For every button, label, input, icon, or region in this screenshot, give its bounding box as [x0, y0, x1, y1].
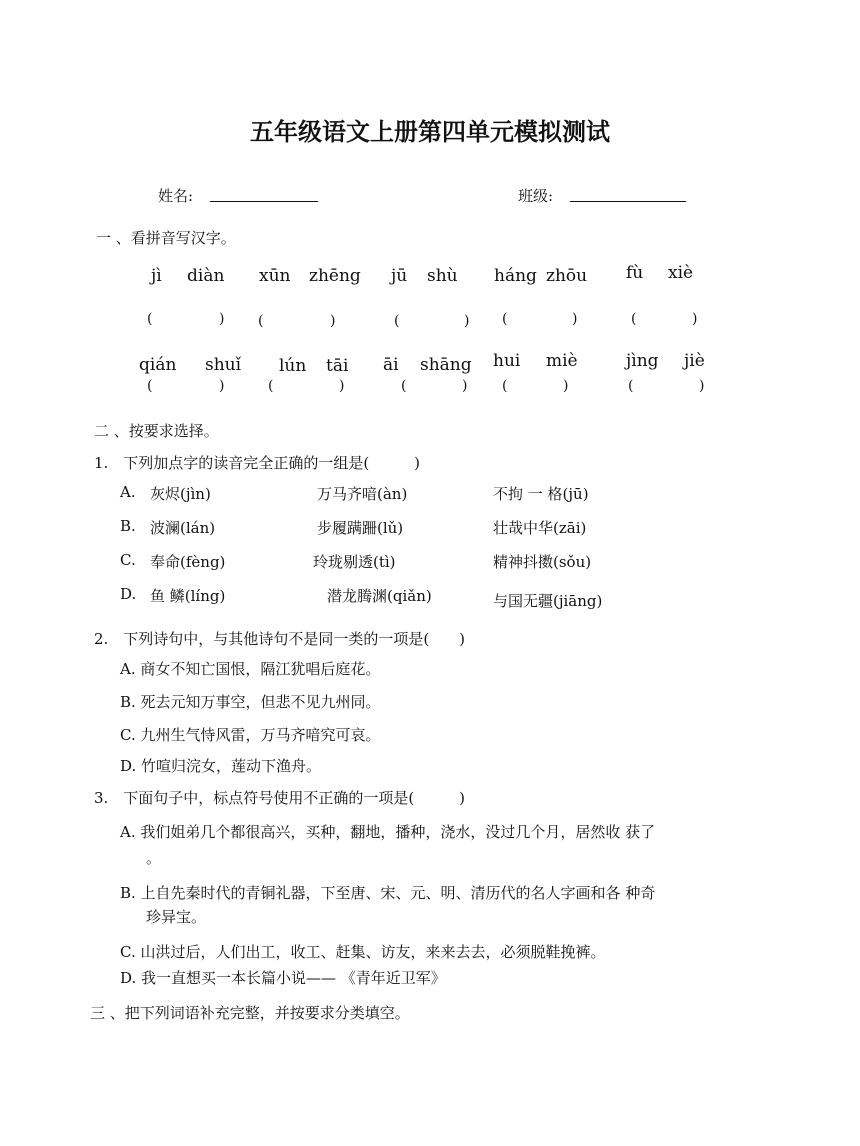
option-item: 奉命(fèng)	[150, 553, 226, 571]
option-line: D. 竹喧归浣女，莲动下渔舟。	[120, 757, 322, 775]
answer-open-paren: (	[258, 313, 264, 329]
answer-open-paren: (	[502, 378, 508, 394]
pinyin: háng	[494, 266, 537, 286]
pinyin: hui	[493, 351, 521, 371]
answer-close-paren: )	[692, 311, 698, 327]
question-1-stem: 1. 下列加点字的读音完全正确的一组是( )	[94, 454, 421, 472]
pinyin: shuǐ	[205, 355, 242, 375]
answer-close-paren: )	[339, 378, 345, 394]
option-item: 不拘 一 格(jū)	[493, 485, 589, 503]
option-line: C. 九州生气恃风雷，万马齐喑究可哀。	[120, 726, 381, 744]
option-line: A. 我们姐弟几个都很高兴，买种，翻地，播种，浇水，没过几个月，居然收 获了	[120, 823, 656, 841]
section1-heading: 一 、看拼音写汉字。	[96, 229, 236, 247]
option-item: 鱼 鳞(líng)	[150, 587, 226, 605]
pinyin: xiè	[668, 263, 694, 283]
pinyin: jì	[151, 266, 162, 286]
class-blank[interactable]	[570, 201, 686, 202]
answer-close-paren: )	[572, 311, 578, 327]
question-3-stem: 3. 下面句子中，标点符号使用不正确的一项是( )	[94, 789, 466, 807]
option-label: D.	[120, 585, 137, 603]
option-line: B. 死去元知万事空，但悲不见九州同。	[120, 693, 381, 711]
answer-open-paren: (	[394, 313, 400, 329]
pinyin: zhōu	[546, 266, 588, 286]
pinyin: jiè	[684, 351, 705, 371]
pinyin: diàn	[187, 266, 225, 286]
option-item: 壮哉中华(zāi)	[493, 519, 587, 537]
answer-open-paren: (	[628, 378, 634, 394]
option-label: B.	[120, 517, 136, 535]
option-item: 精神抖擞(sǒu)	[493, 553, 592, 571]
pinyin: āi	[383, 355, 399, 375]
pinyin: zhēng	[309, 266, 361, 286]
section2-heading: 二 、按要求选择。	[94, 422, 219, 440]
option-item: 波澜(lán)	[150, 519, 216, 537]
section3-heading: 三 、把下列词语补充完整，并按要求分类填空。	[90, 1004, 410, 1022]
option-line-cont: 。	[146, 849, 162, 867]
pinyin: tāi	[326, 356, 349, 376]
option-line-cont: 珍异宝。	[146, 908, 207, 926]
pinyin: xūn	[259, 266, 291, 286]
option-item: 万马齐喑(àn)	[317, 485, 408, 503]
question-2-stem: 2. 下列诗句中，与其他诗句不是同一类的一项是( )	[94, 630, 466, 648]
pinyin: jìng	[626, 351, 659, 371]
pinyin: qián	[139, 355, 177, 375]
class-label: 班级:	[518, 187, 554, 205]
pinyin: jū	[391, 266, 408, 286]
pinyin: lún	[279, 356, 307, 376]
pinyin: shù	[427, 266, 458, 286]
answer-close-paren: )	[462, 378, 468, 394]
pinyin: miè	[546, 351, 578, 371]
page-title: 五年级语文上册第四单元模拟测试	[250, 117, 610, 146]
answer-open-paren: (	[502, 311, 508, 327]
name-blank[interactable]	[210, 201, 318, 202]
answer-open-paren: (	[268, 378, 274, 394]
answer-close-paren: )	[219, 378, 225, 394]
option-label: C.	[120, 551, 136, 569]
option-item: 步履蹒跚(lǔ)	[317, 519, 404, 537]
answer-close-paren: )	[699, 378, 705, 394]
answer-close-paren: )	[464, 313, 470, 329]
option-line: B. 上自先秦时代的青铜礼器，下至唐、宋、元、明、清历代的名人字画和各 种奇	[120, 884, 656, 902]
option-item: 玲珑剔透(tì)	[313, 553, 396, 571]
option-item: 灰烬(jìn)	[150, 485, 211, 503]
answer-open-paren: (	[401, 378, 407, 394]
pinyin: fù	[626, 263, 644, 283]
answer-open-paren: (	[147, 378, 153, 394]
answer-open-paren: (	[147, 311, 153, 327]
option-item: 与国无疆(jiāng)	[493, 592, 603, 610]
name-label: 姓名:	[158, 187, 194, 205]
pinyin: shāng	[420, 355, 472, 375]
option-label: A.	[120, 483, 136, 501]
answer-open-paren: (	[631, 311, 637, 327]
option-item: 潜龙腾渊(qiǎn)	[327, 587, 432, 605]
option-line: A. 商女不知亡国恨，隔江犹唱后庭花。	[120, 660, 381, 678]
answer-close-paren: )	[330, 313, 336, 329]
option-line: D. 我一直想买一本长篇小说—— 《青年近卫军》	[120, 969, 446, 987]
answer-close-paren: )	[563, 378, 569, 394]
answer-close-paren: )	[219, 311, 225, 327]
option-line: C. 山洪过后，人们出工，收工、赶集、访友，来来去去，必须脱鞋挽裤。	[120, 943, 606, 961]
